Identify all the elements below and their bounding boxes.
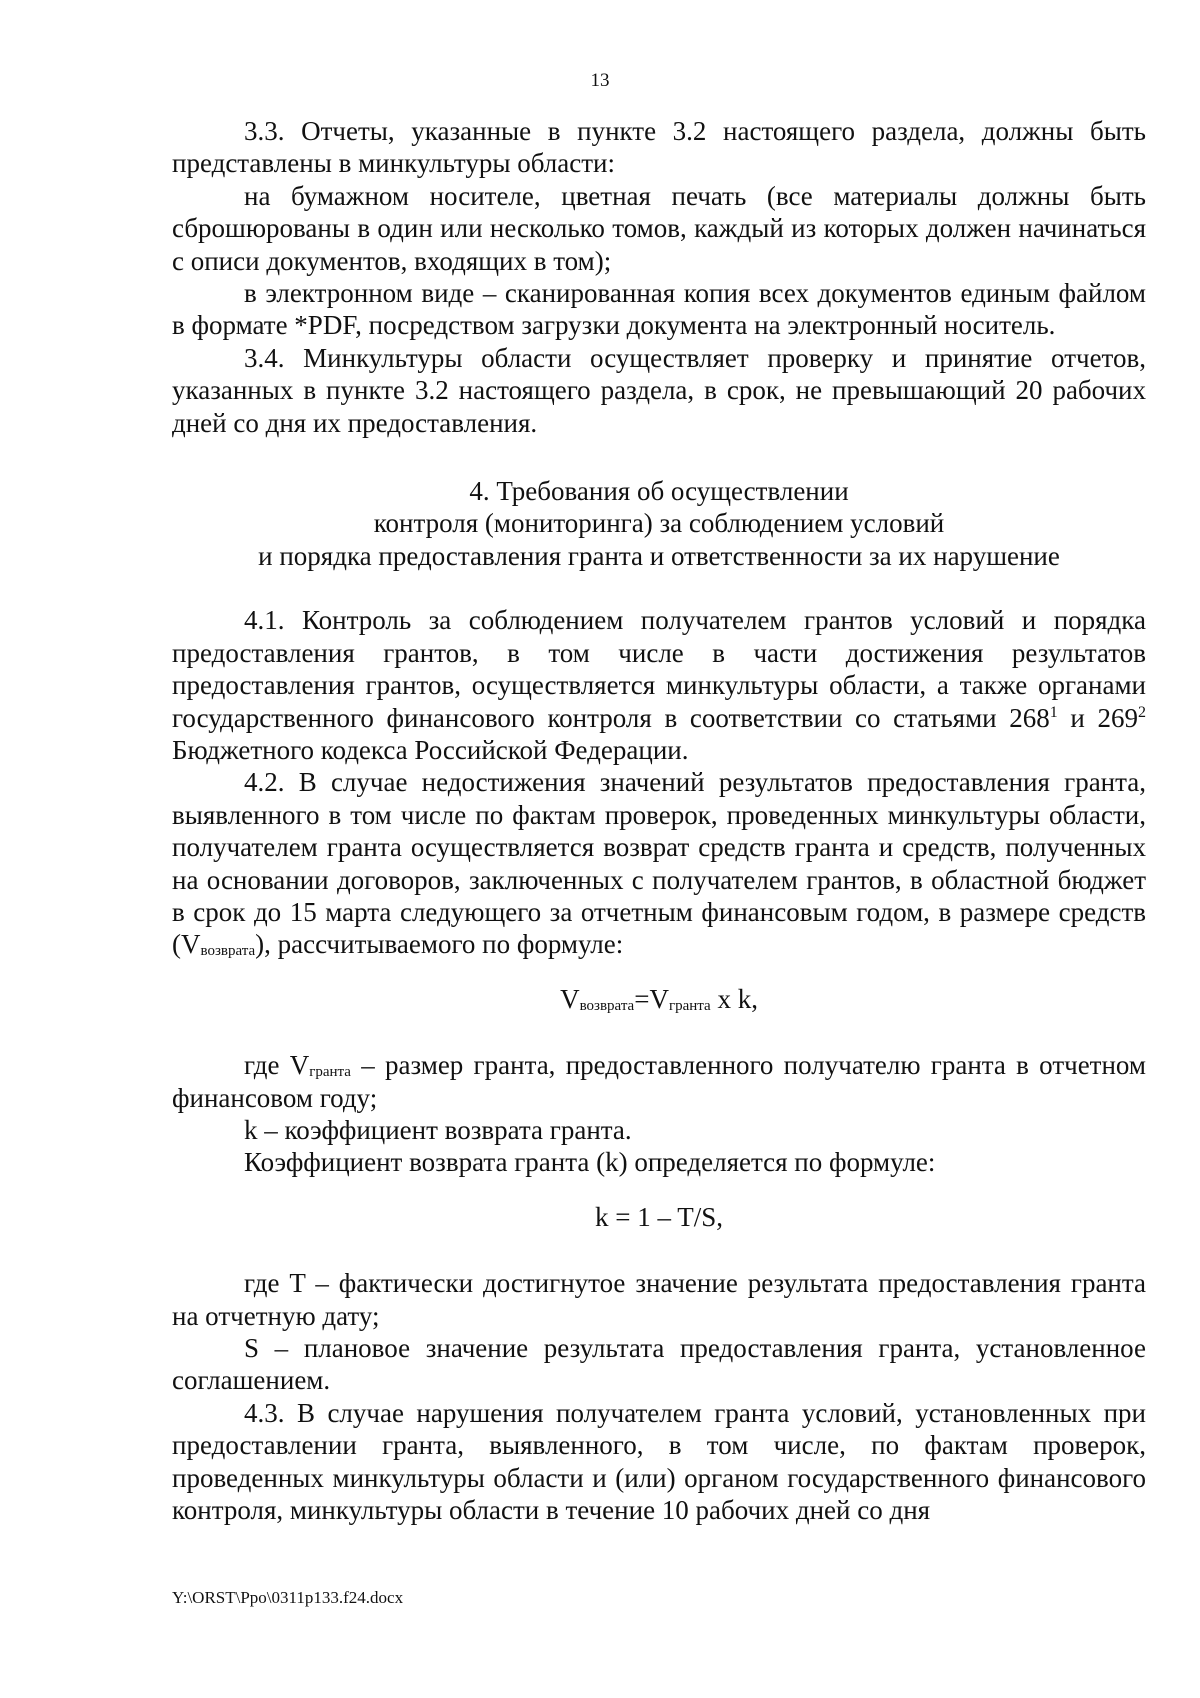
where-v-text-a: где V [244,1050,310,1081]
formula-rest: x k, [710,983,758,1014]
where-v-text-b: – размер гранта, предоставленного получателю гранта в отчетном финансовом году; [172,1050,1147,1113]
paragraph-4-2-text-a: 4.2. В случае недостижения значений результатов предоставления гранта, выявленного в том числе по фактам проверок, проведенных минкультуры области, получателем гранта осуществляется возврат средств гранта и средств, полученных на основании договоров, заключенных с получателем грантов, в областной бюджет в срок до 15 марта следующего за отчетным финансовым годом, в размере средств (V [172,767,1146,960]
paragraph-4-1-text-c: Бюджетного кодекса Российской Федерации. [172,734,689,765]
page-number: 13 [590,70,610,91]
paragraph-4-2 [172,766,1146,960]
section-4-heading-line-1: 4. Требования об осуществлении [469,476,849,507]
paragraph-3-3-paper: на бумажном носителе, цветная печать (все материалы должны быть сброшюрованы в один или несколько томов, каждый из которых должен начинаться с описи документов, входящих в том); [172,180,1146,276]
paragraph-k-definition: k – коэффициент возврата гранта. [244,1114,632,1145]
paragraph-3-3-electronic: в электронном виде – сканированная копия всех документов единым файлом в формате *PDF, посредством загрузки документа на электронный носитель. [172,278,1146,341]
section-4-heading-line-3: и порядка предоставления гранта и ответственности за их нарушение [258,540,1060,571]
paragraph-where-t: где T – фактически достигнутое значение результата предоставления гранта на отчетную дату; [172,1268,1146,1331]
formula-coefficient: k = 1 – T/S, [595,1201,723,1232]
superscript-2: 2 [1138,703,1146,721]
paragraph-3-3: 3.3. Отчеты, указанные в пункте 3.2 настоящего раздела, должны быть представлены в минкультуры области: [172,116,1146,179]
file-path-footer: Y:\ORST\Ppo\0311p133.f24.docx [172,1588,404,1607]
paragraph-4-1 [172,604,1146,766]
formula-eq-v: =V [634,983,669,1014]
formula-v-return: V [560,983,580,1014]
formula-sub-return: возврата [579,997,635,1014]
paragraph-k-formula-intro: Коэффициент возврата гранта (k) определяется по формуле: [244,1147,936,1178]
paragraph-4-3: 4.3. В случае нарушения получателем гранта условий, установленных при предоставлении гранта, выявленного, в том числе, по фактам проверок, проведенных минкультуры области и (или) органом государственного финансового контроля, минкультуры области в течение 10 рабочих дней со дня [172,1397,1146,1526]
formula-sub-grant: гранта [668,997,711,1014]
subscript-return: возврата [200,943,256,960]
paragraph-where-v [172,1049,1146,1114]
paragraph-3-4: 3.4. Минкультуры области осуществляет проверку и принятие отчетов, указанных в пункте 3.2 настоящего раздела, в срок, не превышающий 20 рабочих дней со дня их предоставления. [172,342,1146,438]
paragraph-4-1-text-b: и 269 [1057,702,1138,733]
formula-return-amount [172,983,1146,1015]
superscript-1: 1 [1049,703,1058,721]
paragraph-4-2-text-b: ), рассчитываемого по формуле: [255,929,624,960]
paragraph-4-1-text-a: 4.1. Контроль за соблюдением получателем грантов условий и порядка предоставления грантов, в том числе в части достижения результатов предоставления грантов, осуществляется минкультуры области, а также органами государственного финансового контроля в соответствии со статьями 268 [172,605,1146,733]
document-body [172,115,1146,1526]
where-v-sub: гранта [309,1064,351,1081]
section-4-heading [172,475,1146,572]
paragraph-s-definition: S – плановое значение результата предоставления гранта, установленное соглашением. [172,1333,1146,1396]
section-4-heading-line-2: контроля (мониторинга) за соблюдением условий [373,508,945,539]
